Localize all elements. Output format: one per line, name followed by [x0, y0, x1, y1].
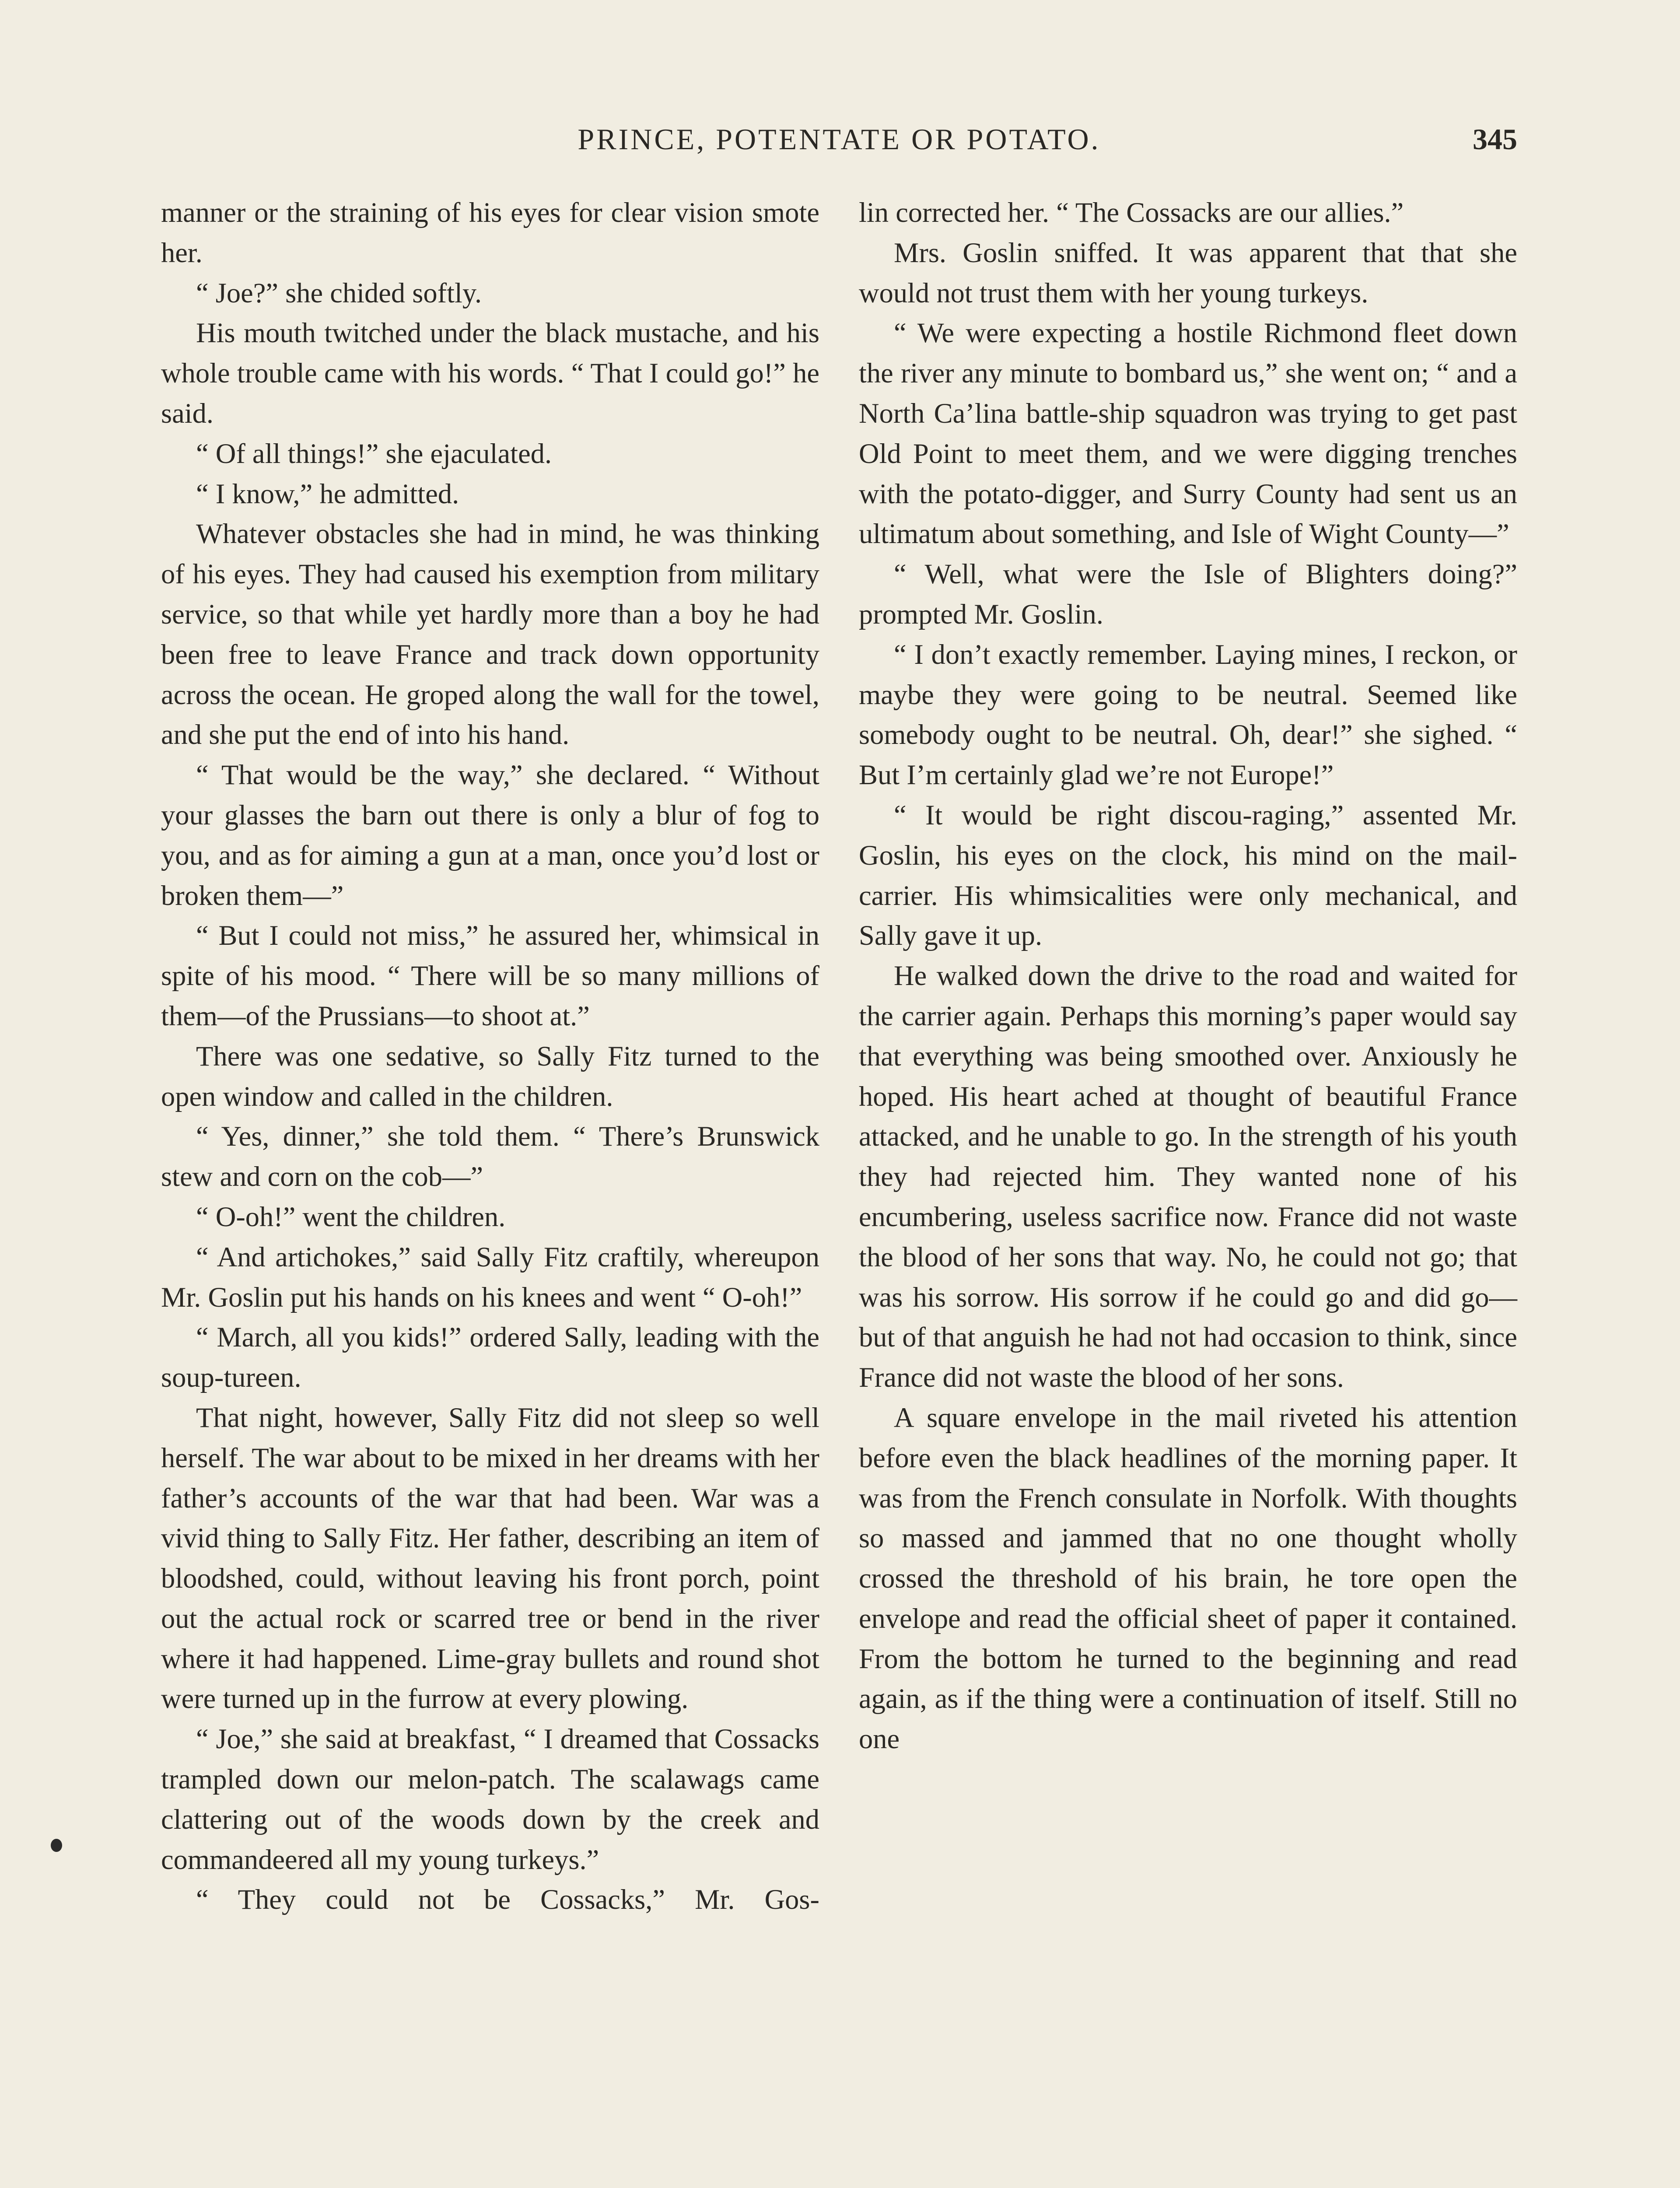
- paragraph: “ I don’t exactly remember. Laying mines, I reckon, or maybe they were going to be neutral. Seemed like somebody ought to be neutral. Oh, dear!” she sighed. “ But I’m certainly glad we’re not Europe!”: [859, 638, 1517, 791]
- paragraph: “ Well, what were the Isle of Blighters doing?” prompted Mr. Goslin.: [859, 558, 1517, 630]
- paragraph: “ I know,” he admitted.: [196, 478, 459, 509]
- page-number: 345: [1473, 123, 1517, 156]
- paragraph: A square envelope in the mail riveted his attention before even the black headlines of the morning paper. It was from the French consulate in Norfolk. With thoughts so massed and jammed that no one thought wholly crossed the threshold of his brain, he tore open the envelope and read the official sheet of paper it contained. From the bottom he turned to the beginning and read again, as if the thing were a continuation of itself. Still no one: [859, 1402, 1517, 1755]
- paragraph: “ And artichokes,” said Sally Fitz craftily, whereupon Mr. Goslin put his hands on his knees and went “ O-oh!”: [161, 1241, 819, 1313]
- paragraph: “ March, all you kids!” ordered Sally, leading with the soup-tureen.: [161, 1322, 819, 1393]
- paragraph: manner or the straining of his eyes for clear vision smote her.: [161, 197, 819, 268]
- paragraph: “ They could not be Cossacks,” Mr. Gos-: [196, 1884, 819, 1915]
- running-head: [161, 117, 1517, 161]
- paragraph: “ Of all things!” she ejaculated.: [196, 438, 552, 469]
- paragraph: That night, however, Sally Fitz did not sleep so well herself. The war about to be mixed in her dreams with her father’s accounts of the war that had been. War was a vivid thing to Sally Fitz. Her father, describing an item of bloodshed, could, without leaving his front porch, point out the actual rock or scarred tree or bend in the river where it had happened. Lime-gray bullets and round shot were turned up in the furrow at every plowing.: [161, 1402, 819, 1715]
- ink-speck: [51, 1839, 62, 1852]
- left-column: [161, 193, 819, 1920]
- paragraph: “ Joe?” she chided softly.: [196, 277, 482, 309]
- running-title: PRINCE, POTENTATE OR POTATO.: [578, 123, 1101, 156]
- paragraph: “ But I could not miss,” he assured her, whimsical in spite of his mood. “ There will be so many millions of them—of the Prussians—to shoot at.”: [161, 920, 819, 1031]
- paragraph: His mouth twitched under the black mustache, and his whole trouble came with his words. “ That I could go!” he said.: [161, 317, 819, 429]
- paragraph: There was one sedative, so Sally Fitz turned to the open window and called in the children.: [161, 1040, 819, 1112]
- paragraph: “ We were expecting a hostile Richmond fleet down the river any minute to bombard us,” she went on; “ and a North Ca’lina battle-ship squadron was trying to get past Old Point to meet them, and we were digging trenches with the potato-digger, and Surry County had sent us an ultimatum about something, and Isle of Wight County—”: [859, 317, 1517, 550]
- paragraph: “ That would be the way,” she declared. “ Without your glasses the barn out there is only a blur of fog to you, and as for aiming a gun at a man, once you’d lost or broken them—”: [161, 759, 819, 911]
- paragraph: Mrs. Goslin sniffed. It was apparent that that she would not trust them with her young turkeys.: [859, 237, 1517, 309]
- paragraph: Whatever obstacles she had in mind, he was thinking of his eyes. They had caused his exemption from military service, so that while yet hardly more than a boy he had been free to leave France and track down opportunity across the ocean. He groped along the wall for the towel, and she put the end of into his hand.: [161, 518, 819, 750]
- paragraph: “ O-oh!” went the children.: [196, 1201, 506, 1232]
- paragraph: He walked down the drive to the road and waited for the carrier again. Perhaps this morning’s paper would say that everything was being smoothed over. Anxiously he hoped. His heart ached at thought of beautiful France attacked, and he unable to go. In the strength of his youth they had rejected him. They wanted none of his encumbering, useless sacrifice now. France did not waste the blood of her sons that way. No, he could not go; that was his sorrow. His sorrow if he could go and did go—but of that anguish he had not had occasion to think, since France did not waste the blood of her sons.: [859, 960, 1517, 1393]
- right-column: [859, 193, 1517, 1759]
- paragraph: “ Yes, dinner,” she told them. “ There’s Brunswick stew and corn on the cob—”: [161, 1121, 819, 1192]
- paragraph: lin corrected her. “ The Cossacks are our allies.”: [859, 197, 1404, 228]
- paragraph: “ It would be right discou-raging,” assented Mr. Goslin, his eyes on the clock, his mind on the mail-carrier. His whimsicalities were only mechanical, and Sally gave it up.: [859, 799, 1517, 951]
- paragraph: “ Joe,” she said at breakfast, “ I dreamed that Cossacks trampled down our melon-patch. The scalawags came clattering out of the woods down by the creek and commandeered all my young turkeys.”: [161, 1723, 819, 1875]
